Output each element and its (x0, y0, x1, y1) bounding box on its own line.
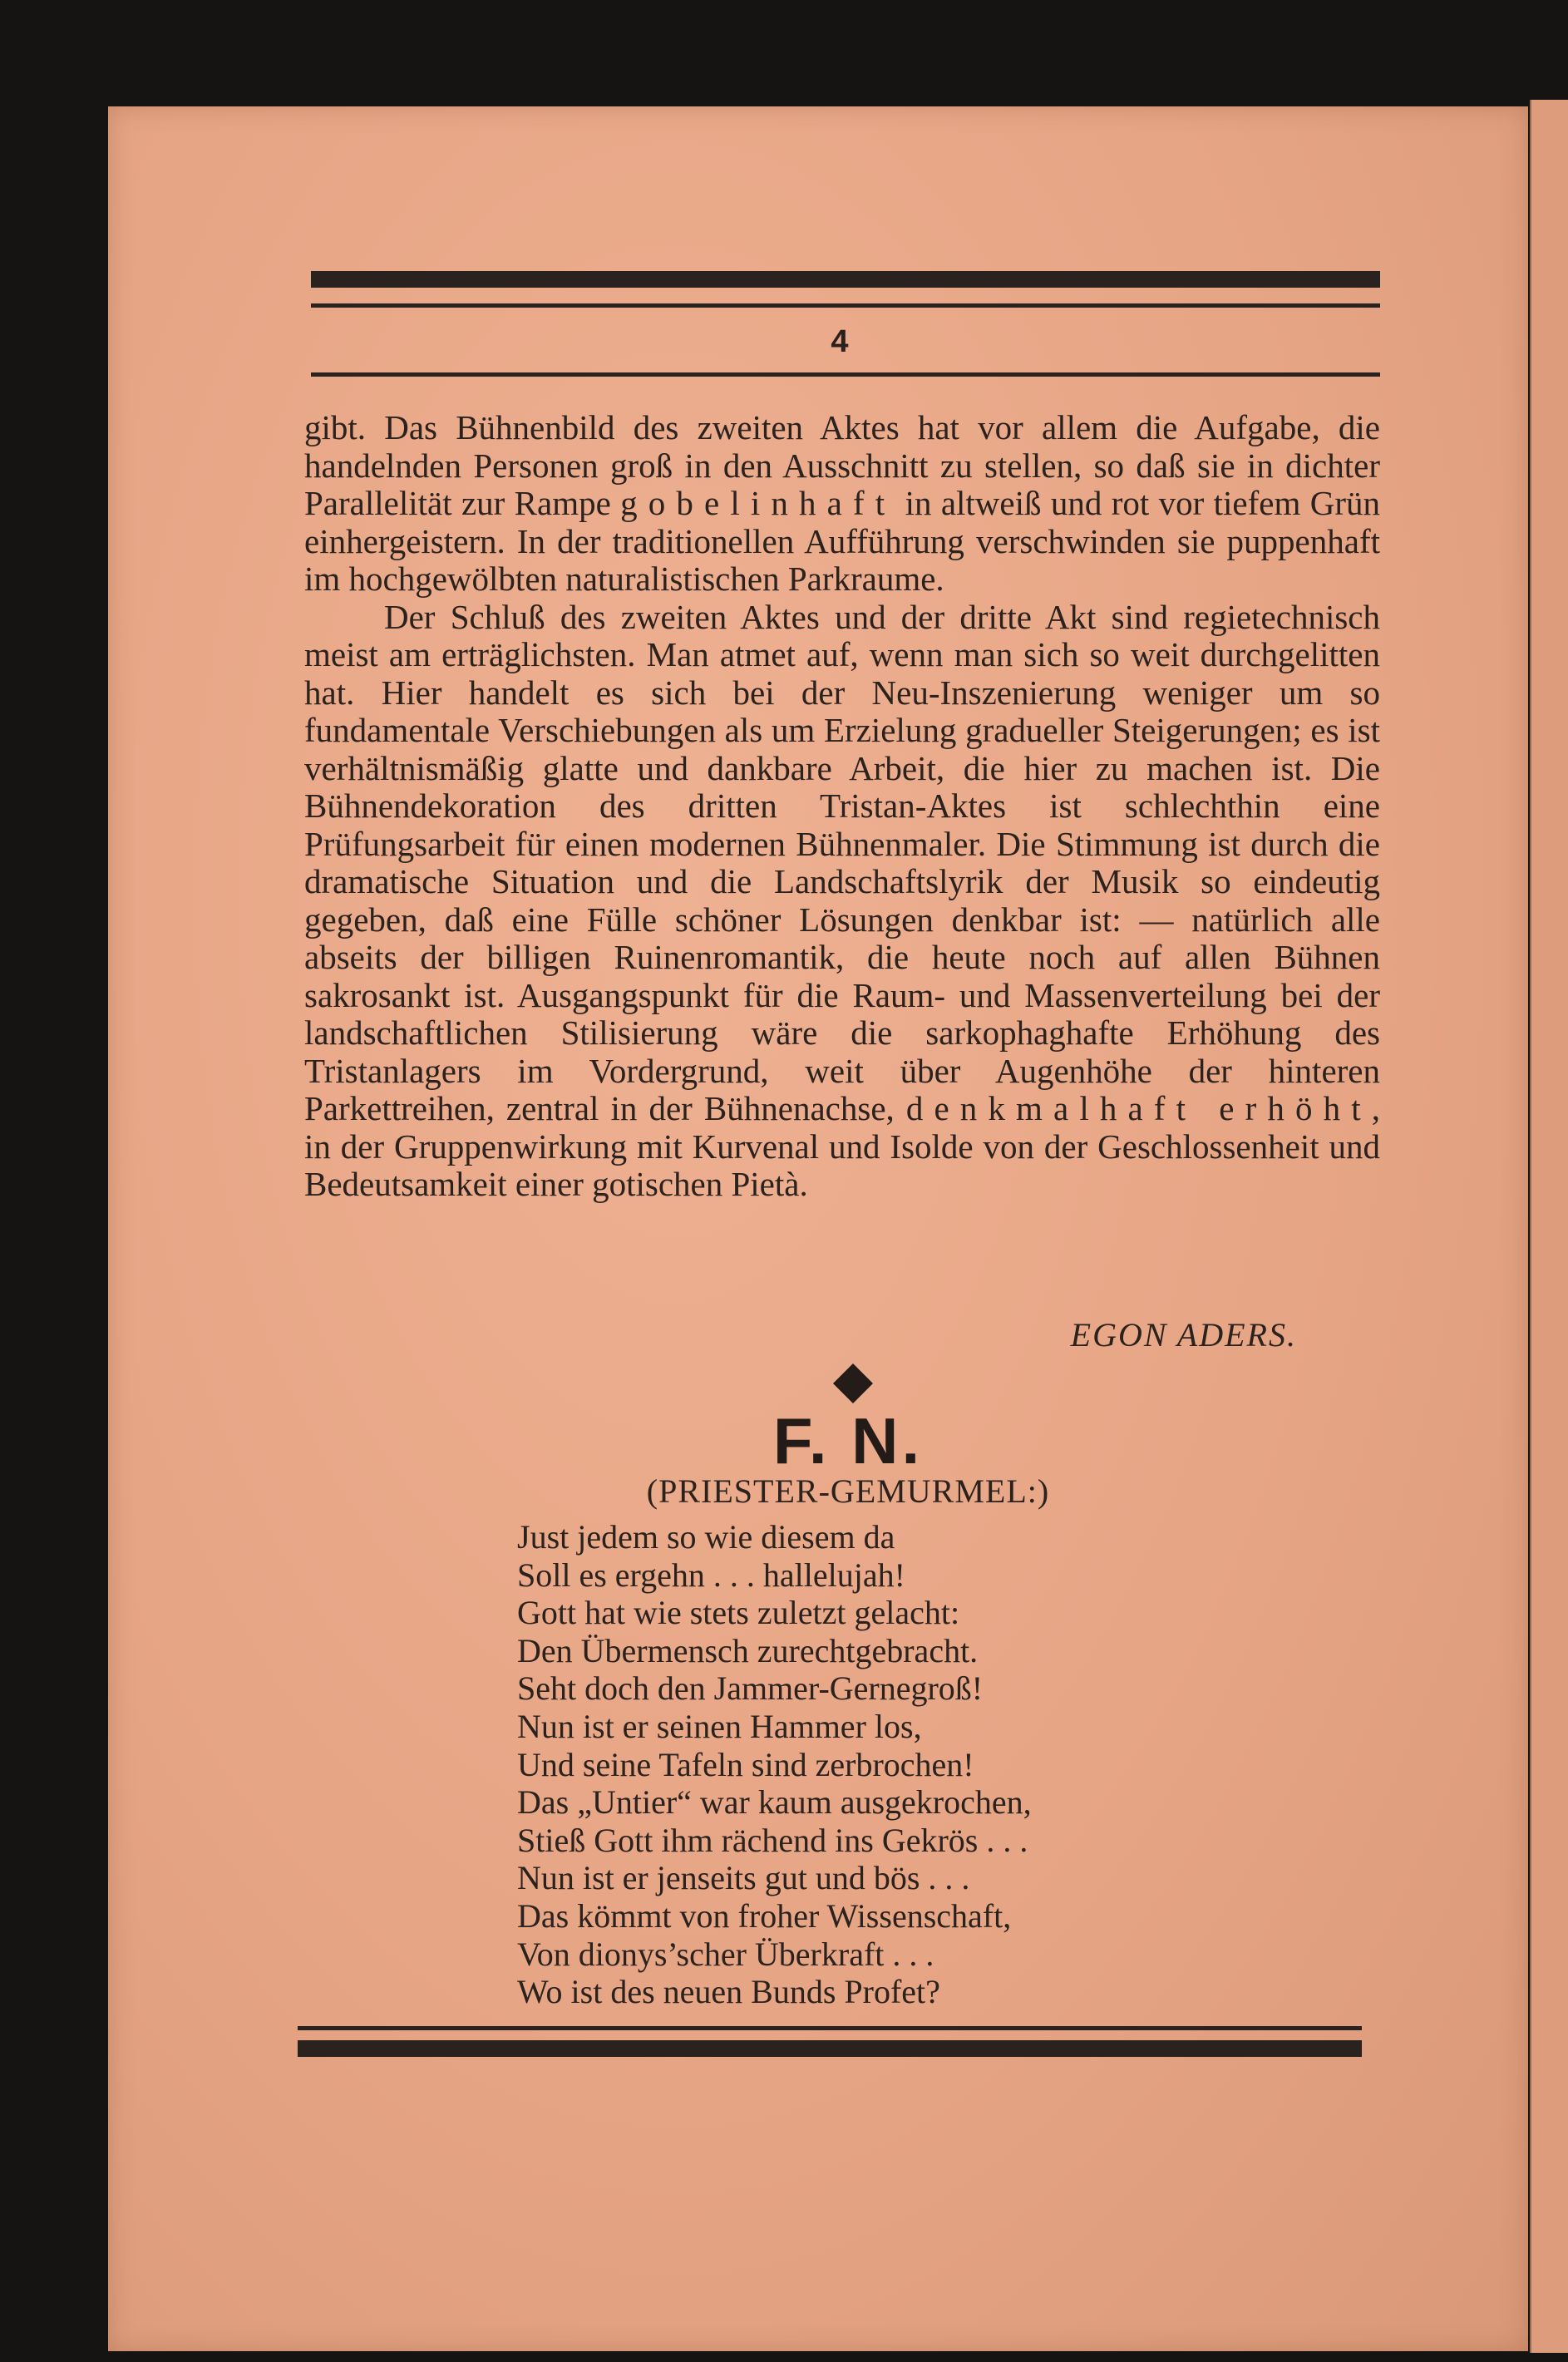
essay-paragraph-1: gibt. Das Bühnenbild des zweiten Aktes hat vor allem die Aufgabe, die handelnden Personen groß in den Ausschnitt zu stellen, so daß sie in dichter Parallelität zur Rampe gobelinhaft in altweiß und rot vor tiefem Grün einhergeistern. In der traditionellen Aufführung verschwinden sie puppenhaft im hochgewölbten naturalistischen Parkraume. (304, 408, 1380, 598)
poem-line: Den Übermensch zurechtgebracht. (517, 1631, 979, 1669)
poem-line: Stieß Gott ihm rächend ins Gekrös . . . (517, 1821, 1028, 1859)
poem (517, 1518, 1265, 2011)
poem-line: Seht doch den Jammer-Gernegroß! (517, 1669, 984, 1708)
diamond-ornament-icon (831, 1362, 875, 1405)
poem-line: Soll es ergehn . . . hallelujah! (517, 1556, 905, 1594)
top-rule-thin (311, 303, 1380, 308)
section-subtitle: (PRIESTER-GEMURMEL:) (646, 1472, 1050, 1510)
emphasis-spaced: gobelinhaft (620, 484, 896, 522)
bottom-rule-thin (298, 2026, 1362, 2030)
poem-line: Just jedem so wie diesem da (517, 1518, 895, 1556)
emphasis-spaced: denkmalhaft erhöht (905, 1089, 1372, 1127)
top-rule-thick (311, 271, 1380, 288)
poem-line: Von dionys’scher Überkraft . . . (517, 1935, 934, 1973)
poem-line: Nun ist er seinen Hammer los, (517, 1707, 922, 1745)
poem-line: Gott hat wie stets zuletzt gelacht: (517, 1594, 960, 1632)
poem-line: Wo ist des neuen Bunds Profet? (517, 1973, 940, 2011)
poem-line: Und seine Tafeln sind zerbrochen! (517, 1745, 974, 1783)
bottom-rule-thick (298, 2040, 1362, 2057)
adjacent-page-edge (1530, 100, 1568, 2353)
page-number: 4 (831, 324, 849, 359)
poem-line: Das kömmt von froher Wissenschaft, (517, 1896, 1012, 1935)
poem-line: Das „Untier“ war kaum ausgekrochen, (517, 1783, 1032, 1822)
essay-body (304, 409, 1380, 1204)
header-underline (311, 372, 1380, 377)
author-signature: EGON ADERS. (1070, 1316, 1297, 1354)
poem-line: Nun ist er jenseits gut und bös . . . (517, 1859, 970, 1897)
essay-paragraph-2: Der Schluß des zweiten Aktes und der dritte Akt sind regietechnisch meist am erträglichsten. Man atmet auf, wenn man sich so weit durchgelitten hat. Hier handelt es sich bei der Neu-Inszenierung weniger um so fundamentale Verschiebungen als um Erzielung gradueller Steigerungen; es ist verhältnismäßig glatte und dankbare Arbeit, die hier zu machen ist. Die Bühnendekoration des dritten Tristan-Aktes ist schlechthin eine Prüfungsarbeit für einen modernen Bühnenmaler. Die Stimmung ist durch die dramatische Situation und die Landschaftslyrik der Musik so eindeutig gegeben, daß eine Fülle schöner Lösungen denkbar ist: — natürlich alle abseits der billigen Ruinenromantik, die heute noch auf allen Bühnen sakrosankt ist. Ausgangspunkt für die Raum- und Massenverteilung bei der landschaftlichen Stilisierung wäre die sarkophaghafte Erhöhung des Tristanlagers im Vordergrund, weit über Augenhöhe der hinteren Parkettreihen, zentral in der Bühnenachse, denkmalhaft erhöht, in der Gruppenwirkung mit Kurvenal und Isolde von der Geschlossenheit und Bedeutsamkeit einer gotischen Pietà. (304, 597, 1380, 1203)
section-title: F. N. (772, 1404, 924, 1477)
